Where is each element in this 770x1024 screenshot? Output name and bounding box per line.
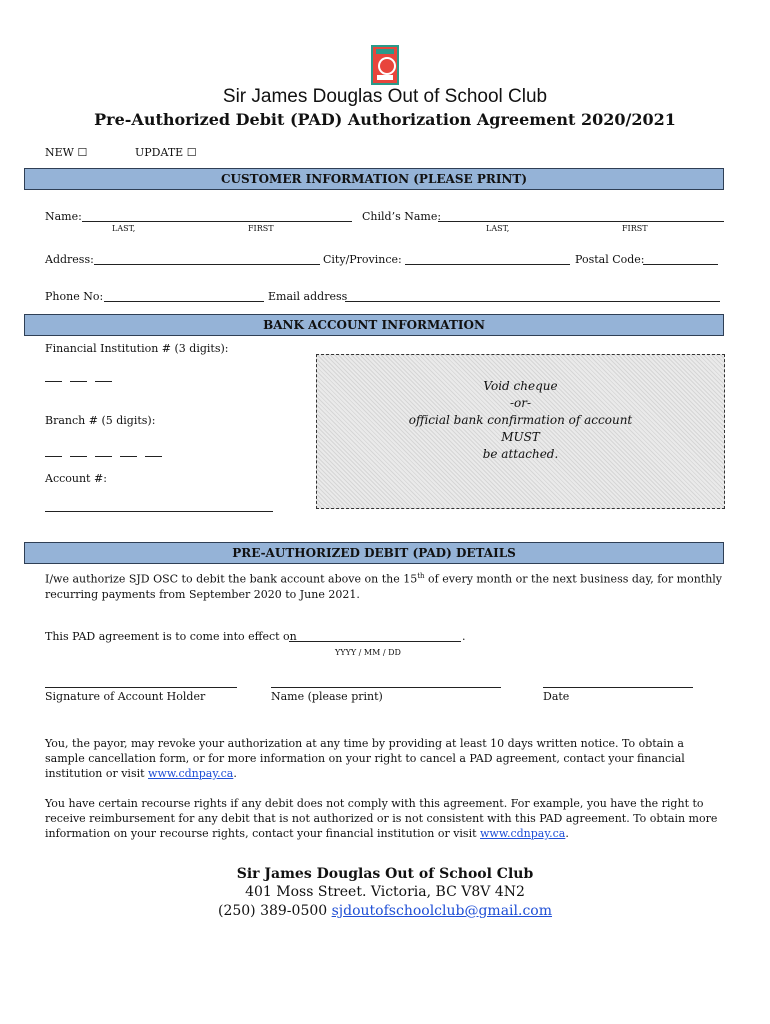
branch-label: Branch # (5 digits): xyxy=(45,414,156,427)
logo-circle xyxy=(378,57,396,75)
new-option[interactable] xyxy=(45,146,87,159)
date-field[interactable] xyxy=(543,686,693,688)
phone-field[interactable] xyxy=(104,300,264,302)
child-name-label: Child’s Name: xyxy=(362,210,442,223)
child-last-sublabel: LAST, xyxy=(486,224,510,233)
recourse-link[interactable]: www.cdnpay.ca xyxy=(480,827,566,840)
child-first-sublabel: FIRST xyxy=(622,224,648,233)
address-label: Address: xyxy=(45,253,94,266)
print-name-label: Name (please print) xyxy=(271,690,383,703)
email-field[interactable] xyxy=(345,300,720,302)
club-logo xyxy=(371,45,399,85)
attach-line-1: Void cheque xyxy=(483,379,558,393)
signature-label: Signature of Account Holder xyxy=(45,690,206,703)
signature-field[interactable] xyxy=(45,686,237,688)
date-label: Date xyxy=(543,690,570,703)
revoke-text: You, the payor, may revoke your authorization at any time by providing at least 10 days written notice. To obtain a sample cancellation form, or for more information on your right to cancel a PAD agreement, contact your financial institution or visit xyxy=(45,737,685,780)
attach-line-2: -or- xyxy=(509,396,532,410)
name-field[interactable] xyxy=(82,220,352,222)
institution-digit-1[interactable] xyxy=(45,380,62,382)
authorize-superscript: th xyxy=(417,572,425,580)
branch-digit-3[interactable] xyxy=(95,455,112,457)
name-label: Name: xyxy=(45,210,82,223)
branch-digit-5[interactable] xyxy=(145,455,162,457)
date-format-hint: YYYY / MM / DD xyxy=(335,648,401,657)
effect-label: This PAD agreement is to come into effect on xyxy=(45,630,297,643)
postal-label: Postal Code: xyxy=(575,253,645,266)
email-label: Email address xyxy=(268,290,348,303)
org-title: Sir James Douglas Out of School Club xyxy=(222,86,548,107)
attachment-instructions xyxy=(316,378,725,463)
branch-digit-2[interactable] xyxy=(70,455,87,457)
footer-address: 401 Moss Street. Victoria, BC V8V 4N2 xyxy=(245,884,525,900)
attach-line-4: MUST xyxy=(501,430,540,444)
bank-section-header: BANK ACCOUNT INFORMATION xyxy=(24,314,724,336)
recourse-notice: You have certain recourse rights if any debit does not comply with this agreement. For example, you have the right to receive reimbursement for any debit that is not authorized or is not consistent with this PAD agreement. To obtain more information on your recourse rights, contact your financial institution or visit www.cdnpay.ca. xyxy=(45,797,718,840)
footer-contact xyxy=(0,903,770,919)
name-last-sublabel: LAST, xyxy=(112,224,136,233)
attach-line-3: official bank confirmation of account xyxy=(408,413,633,427)
new-label: NEW xyxy=(45,146,74,159)
update-label: UPDATE xyxy=(135,146,184,159)
institution-digit-3[interactable] xyxy=(95,380,112,382)
city-field[interactable] xyxy=(405,263,570,265)
footer-email-link[interactable]: sjdoutofschoolclub@gmail.com xyxy=(331,903,553,919)
logo-base xyxy=(377,75,393,80)
name-first-sublabel: FIRST xyxy=(248,224,274,233)
city-label: City/Province: xyxy=(323,253,402,266)
account-field[interactable] xyxy=(45,510,273,512)
recourse-text: You have certain recourse rights if any debit does not comply with this agreement. For example, you have the right to receive reimbursement for any debit that is not authorized or is not consistent with this PAD agreement. To obtain more information on your recourse rights, contact your financial institution or visit xyxy=(45,797,718,840)
effect-period: . xyxy=(462,630,466,643)
attach-line-5: be attached. xyxy=(482,447,559,461)
address-field[interactable] xyxy=(94,263,320,265)
authorize-text-part2: of every month or the next business day, for monthly recurring payments from September 2020 to June 2021. xyxy=(45,572,723,601)
pad-section-header: PRE-AUTHORIZED DEBIT (PAD) DETAILS xyxy=(24,542,724,564)
logo-bar xyxy=(376,49,394,54)
print-name-field[interactable] xyxy=(271,686,501,688)
phone-label: Phone No: xyxy=(45,290,104,303)
authorize-text-part1: I/we authorize SJD OSC to debit the bank account above on the 15 xyxy=(45,572,418,586)
new-checkbox[interactable]: ☐ xyxy=(77,146,88,159)
child-name-field[interactable] xyxy=(438,220,724,222)
institution-label: Financial Institution # (3 digits): xyxy=(45,342,229,355)
postal-field[interactable] xyxy=(643,263,718,265)
account-label: Account #: xyxy=(45,472,107,485)
revoke-link[interactable]: www.cdnpay.ca xyxy=(148,767,234,780)
revoke-notice: You, the payor, may revoke your authorization at any time by providing at least 10 days written notice. To obtain a sample cancellation form, or for more information on your right to cancel a PAD agreement, contact your financial institution or visit www.cdnpay.ca. xyxy=(45,737,685,780)
branch-digit-1[interactable] xyxy=(45,455,62,457)
update-option[interactable] xyxy=(135,146,197,159)
form-title: Pre-Authorized Debit (PAD) Authorization Agreement 2020/2021 xyxy=(94,110,676,129)
authorize-text xyxy=(45,569,725,602)
footer-phone: (250) 389-0500 xyxy=(217,903,328,919)
footer-org-name: Sir James Douglas Out of School Club xyxy=(236,866,534,882)
effective-date-field[interactable] xyxy=(289,640,461,642)
branch-digit-4[interactable] xyxy=(120,455,137,457)
update-checkbox[interactable]: ☐ xyxy=(186,146,197,159)
customer-section-header: CUSTOMER INFORMATION (PLEASE PRINT) xyxy=(24,168,724,190)
institution-digit-2[interactable] xyxy=(70,380,87,382)
